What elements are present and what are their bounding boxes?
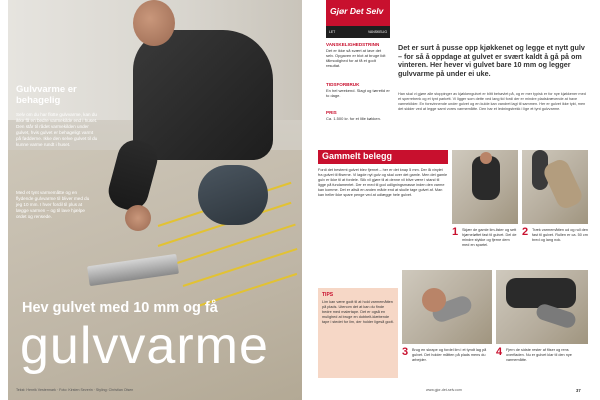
- step-4-text: Fjern de sidste rester af fliser og rens overfladen. Nu er gulvet klar til den nye varmemåtte.: [506, 348, 572, 362]
- tips-box-title: TIPS: [322, 292, 334, 298]
- tips-box-text: Lim kan være godt til at hold varmemåtten på plads. Utenom det at kan du finde bedre med malertape. Det er også en mulighed at bruge en dobbelt-klæbende tape i stedet for lim, der holder ligeså godt.: [322, 300, 394, 324]
- tip-head: PRIS: [326, 110, 337, 115]
- tip-panel: [326, 0, 390, 150]
- page-number: 37: [576, 388, 581, 393]
- step-1-photo: [452, 150, 518, 224]
- step-4-photo: [496, 270, 588, 344]
- intro-title: Gulvvarme er behagelig: [16, 84, 77, 106]
- step-2-number: 2: [522, 226, 529, 238]
- tip-body: En hel weekend. Slagt og tørretid er to dage.: [326, 88, 390, 98]
- section-text: Fordi det bestemt gulvet blev fjernet – her er det knap 5 mm. Der lå vinylet fra gulvet til fliserne. Vi lagde nyt gulv og skal over det gamle. Men det gamle gulv er ikke til at fordele. Slik vil gjøre til at denne vil blive være i stand til ligge på fundamentet. Der er med til god udligningsmasse inden den varme kan komme. Det er altså en anden måde end at skulle tage gulvet af. Man kan heller ikke spare penge ved at udlægge hele gulvet.: [318, 168, 448, 197]
- tip-time: [326, 82, 390, 98]
- tip-head: TIDSFORBRUK: [326, 82, 360, 87]
- tip-body: Ca. 1.500 kr. for et lille køkken.: [326, 116, 381, 121]
- tip-price: [326, 110, 390, 121]
- step-3-number: 3: [402, 346, 409, 358]
- brand-bar: [326, 0, 390, 26]
- section-title: Gammelt belegg: [322, 151, 393, 161]
- difficulty-hard: VANSKELIG: [368, 30, 387, 34]
- headline-small: Hev gulvet med 10 mm og få: [22, 300, 218, 316]
- step-3-photo: [402, 270, 492, 344]
- left-page: [8, 0, 302, 400]
- footer-left: Tekst: Henrik Vestermark · Foto: Kirsten Severin · Styling: Christian Olsen: [16, 388, 134, 392]
- step-1-text: Skjær de gamle lim-lister og sett hjørneløftet fast til gulvet. Del de mindre stykke og fjerne dem med en spartel.: [462, 228, 517, 247]
- tip-head: VANSKELIGHEDSTRINN: [326, 42, 380, 47]
- lead-paragraph: Det er surt å pusse opp kjøkkenet og legge et nytt gulv – for så å oppdage at gulvet er svært kaldt å gå på om vinteren. Her hever vi gulvet bare 10 mm og legger gulvvarme på under ei uke.: [398, 43, 585, 78]
- shirt: [133, 30, 273, 160]
- knee: [198, 165, 268, 225]
- headline-big: gulvvarme: [20, 317, 269, 375]
- body-text: Han skal vi gjøre alle stoppinger av kjøkkengulvet er blitt behøvlet på, og er mer typisk er for nye kjøkkener med et sperrebenk og et tynt parkett. Vi ligger som dette ved lang tid fordi der er mindre pladskrævende at have varmekilder. En forsvinnende under gulvet og en kulde kan vandret lagt til sammen. Her er gulvet ikke tykt, men det sidder ved at legge samt vores varmemåtte. Den har et ledningstrekk i lige et tynt gulvvarme.: [398, 92, 586, 111]
- tips-box: [318, 288, 398, 378]
- hand: [125, 205, 151, 231]
- intro-box: [16, 84, 98, 148]
- man-laying-floor: [103, 0, 283, 250]
- difficulty-easy: LET: [329, 30, 336, 34]
- section-header: [318, 150, 448, 164]
- photo-caption: Med et tynt varmemåtte og en flydende gulvvarme til bliver med du jeg 10 mm. I hver fordil til plus at lægge varmen – og til lave hjælpe ordet og rensede.: [16, 190, 90, 219]
- footer-url[interactable]: www.gjor-det-selv.com: [426, 388, 462, 392]
- tip-difficulty: [326, 42, 390, 68]
- step-2-photo: [522, 150, 588, 224]
- head: [133, 0, 175, 46]
- step-2-text: Træk varmemåtten ud og rull den fast til gulvet. Rullen er ca. 50 cm bred og lang nok.: [532, 228, 588, 242]
- tip-body: Det er ikke så svært at lave det selv. Opgaven er blot at bruge lidt tålmodighed for at få et godt resultat.: [326, 48, 386, 68]
- difficulty-strip: [326, 26, 390, 38]
- intro-text: Selv om du har flotte gulvvarme, kan du ikke få en bedre varmekilde end i huset. Den står til rådet varmekilden under gulvet, hvis gulvet er behageligt varmt på fødderne. Ikke den selve gulvet til du kunne varme rundt i huset.: [16, 112, 98, 147]
- step-3-text: Brug en skrape og fordel lim i et tyndt lag på gulvet. Det holder måtten på plads mens du arbejder.: [412, 348, 487, 362]
- step-1-number: 1: [452, 226, 459, 238]
- arm: [105, 136, 162, 214]
- brand-logo: Gjør Det Selv: [330, 6, 384, 16]
- step-4-number: 4: [496, 346, 503, 358]
- right-page: [306, 0, 592, 400]
